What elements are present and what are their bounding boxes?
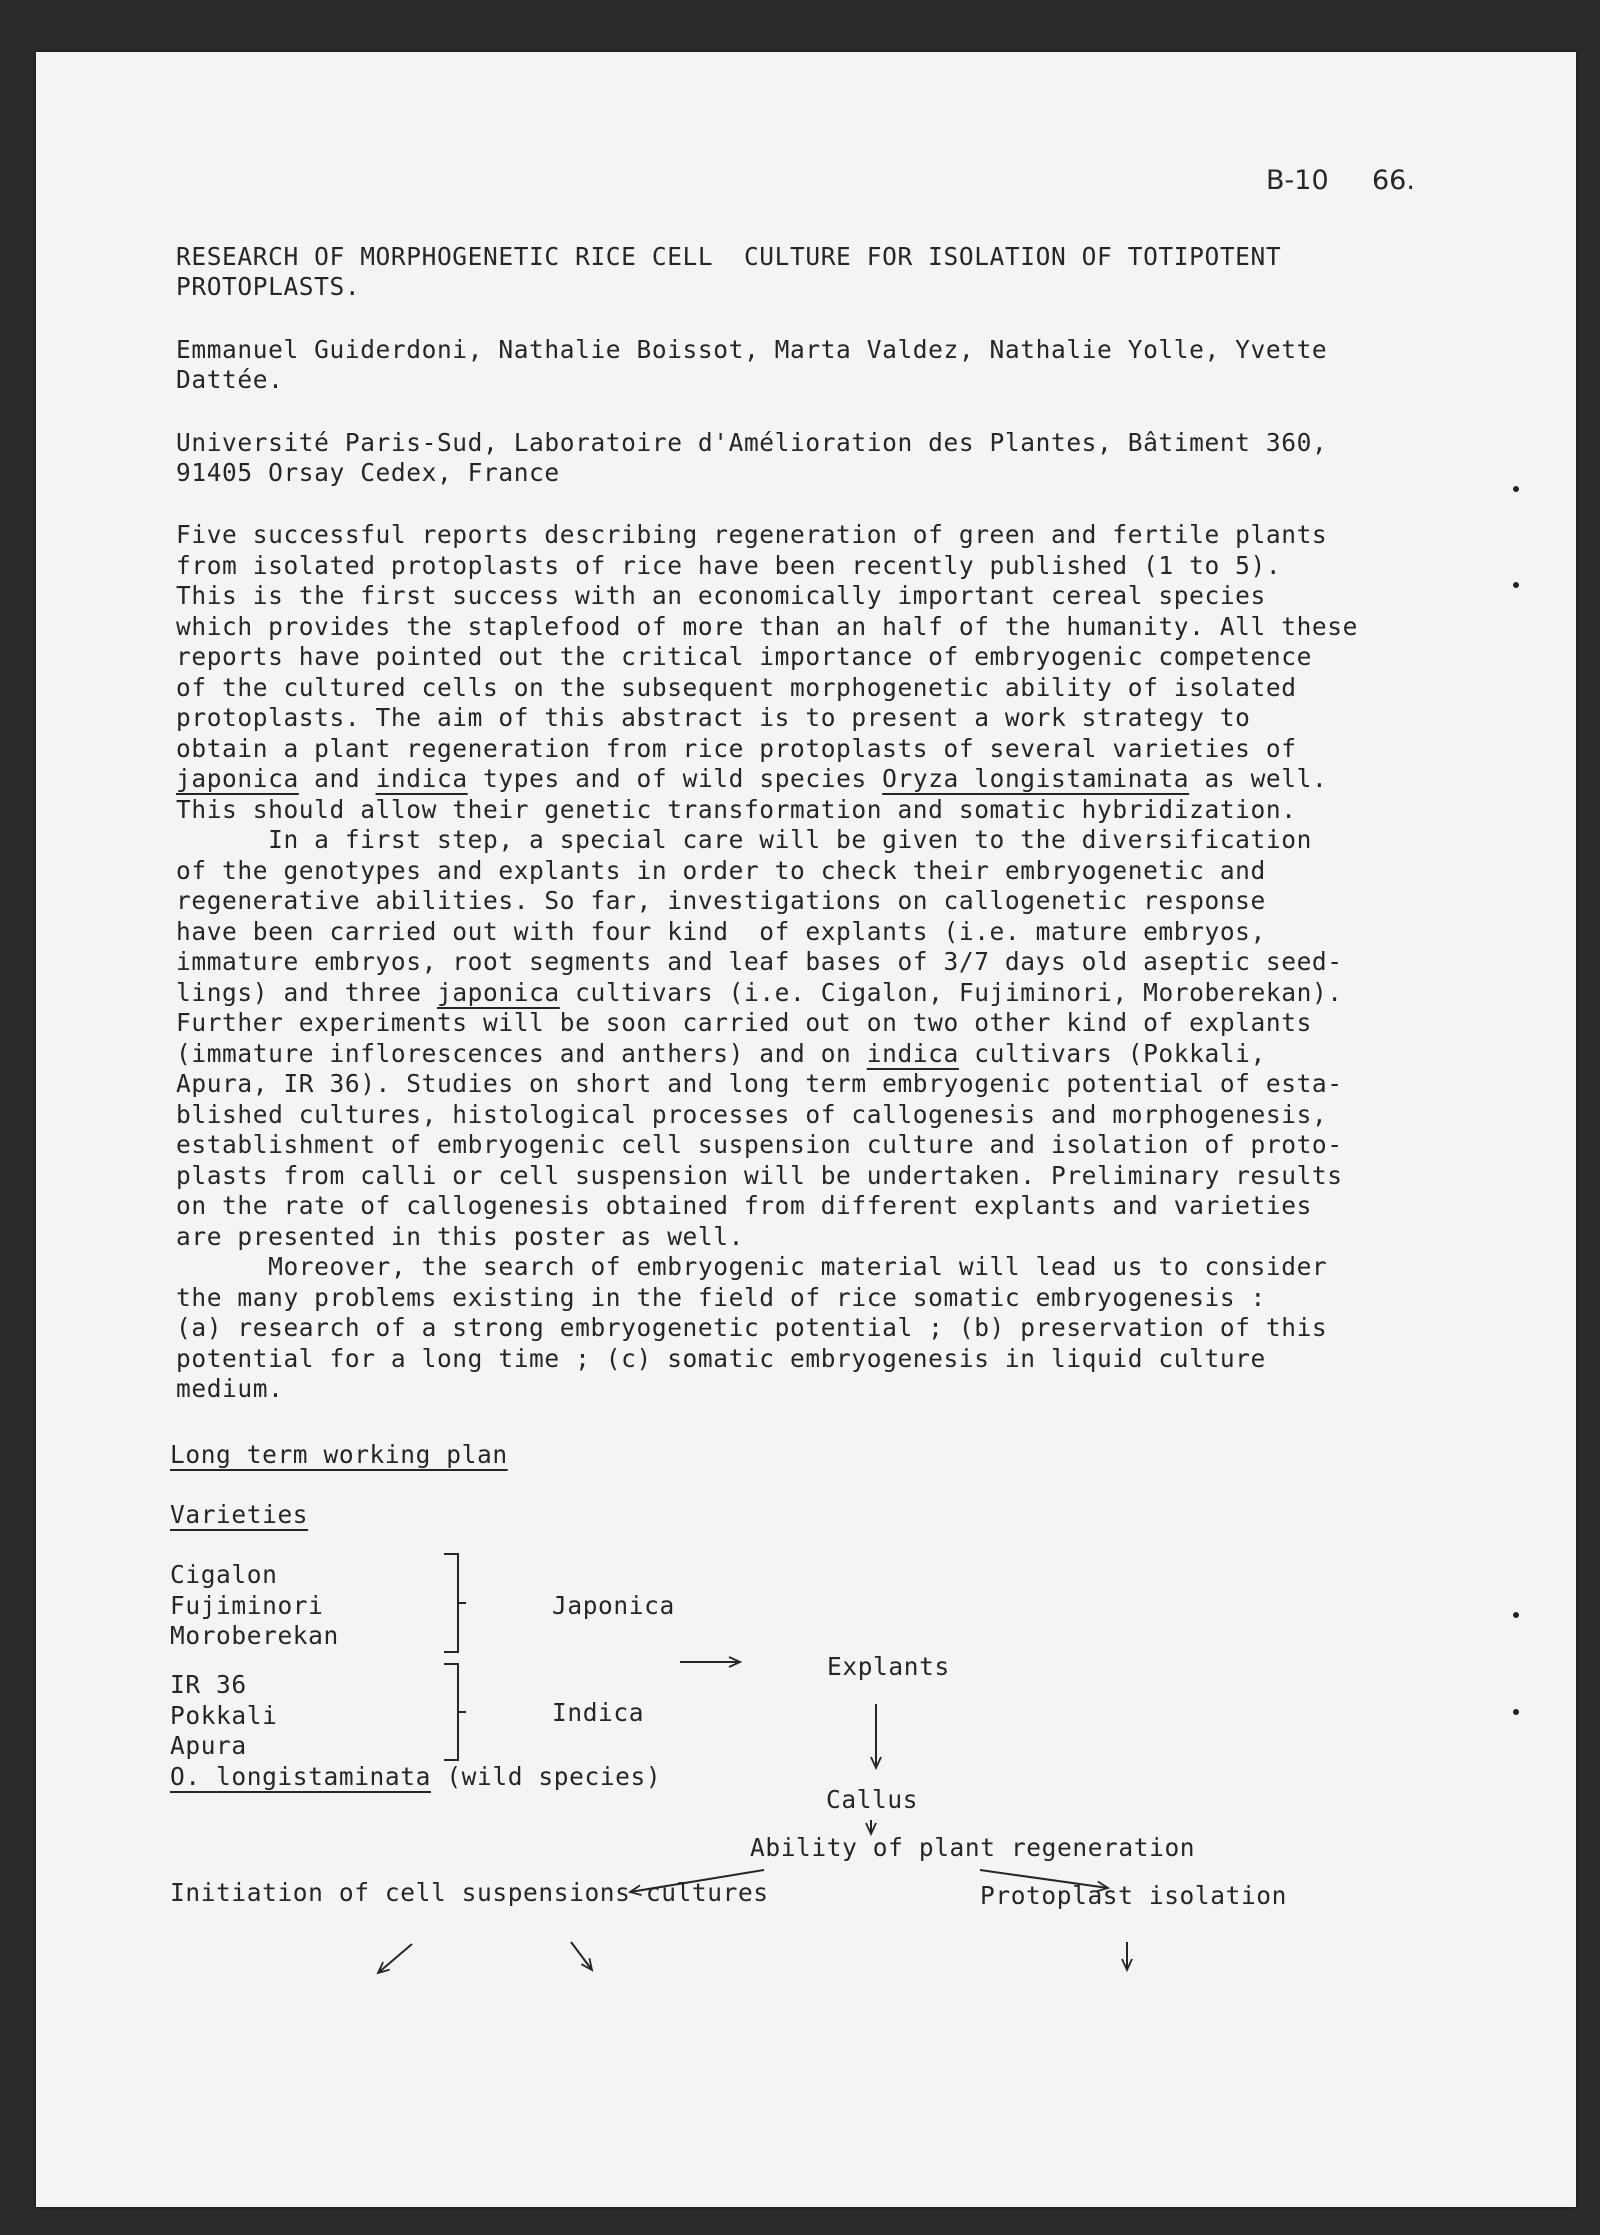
abstract-line: japonica and indica types and of wild species Oryza longistaminata as well. [176,764,1328,793]
abstract-line: regenerative abilities. So far, investigations on callogenetic response [176,886,1266,915]
wild-species: O. longistaminata (wild species) [170,1761,662,1791]
abstract-line: obtain a plant regeneration from rice protoplasts of several varieties of [176,733,1297,763]
abstract-line: on the rate of callogenesis obtained from different explants and varieties [176,1191,1312,1220]
abstract-line: protoplasts. The aim of this abstract is to present a work strategy to [176,703,1251,732]
abstract-line: blished cultures, histological processes of callogenesis and morphogenesis, [176,1099,1328,1129]
abstract-line: are presented in this poster as well. [176,1221,744,1251]
term-oryza-longistaminata: Oryza longistaminata [882,764,1190,793]
diagram-ability: Ability of plant regeneration [750,1833,1196,1862]
abstract-line: (immature inflorescences and anthers) and on indica cultivars (Pokkali, [176,1038,1266,1068]
abstract-line: from isolated protoplasts of rice have been recently published (1 to 5). [176,550,1282,580]
abstract-line: Apura, IR 36). Studies on short and long term embryogenic potential of esta- [176,1069,1343,1098]
margin-mark [1513,1612,1519,1618]
arrow-suspension-left [378,1944,412,1973]
abstract-line: This is the first success with an economically important cereal species [176,581,1266,610]
indica-bracket [444,1664,458,1760]
authors-line-1: Emmanuel Guiderdoni, Nathalie Boissot, Marta Valdez, Nathalie Yolle, Yvette [176,335,1328,364]
variety-moroberekan: Moroberekan [170,1621,339,1650]
working-plan-diagram [36,52,1576,2207]
arrow-to-suspensions [630,1870,764,1892]
variety-ir36: IR 36 [170,1670,247,1699]
term-japonica: japonica [176,764,299,793]
authors-line-2: Dattée. [176,365,284,394]
page-code: B-10 [1266,165,1329,196]
page-number: 66. [1372,165,1415,196]
abstract-line: Further experiments will be soon carried out on two other kind of explants [176,1008,1312,1037]
abstract-line: plasts from calli or cell suspension will be undertaken. Preliminary results [176,1160,1343,1190]
wild-species-name: O. longistaminata [170,1761,431,1791]
arrow-to-protoplast [980,1870,1108,1888]
abstract-line: immature embryos, root segments and leaf bases of 3/7 days old aseptic seed- [176,947,1343,976]
japonica-group-label: Japonica [552,1591,675,1620]
indica-group-label: Indica [552,1698,645,1727]
diagram-callus: Callus [826,1785,919,1814]
variety-cigalon: Cigalon [170,1560,278,1589]
title-line-1: RESEARCH OF MORPHOGENETIC RICE CELL CULTURE FOR ISOLATION OF TOTIPOTENT [176,242,1282,271]
working-plan-heading: Long term working plan [170,1440,508,1469]
diagram-protoplast: Protoplast isolation [980,1881,1288,1910]
margin-mark [1513,486,1519,492]
abstract-line: of the cultured cells on the subsequent morphogenetic ability of isolated [176,672,1297,702]
abstract-line: establishment of embryogenic cell suspension culture and isolation of proto- [176,1130,1343,1159]
margin-mark [1513,582,1519,588]
variety-fujiminori: Fujiminori [170,1590,324,1620]
diagram-suspensions: Initiation of cell suspensions cultures [170,1878,769,1907]
arrow-suspension-right [571,1942,592,1970]
document-page [36,52,1576,2207]
abstract-line: reports have pointed out the critical importance of embryogenic competence [176,642,1312,671]
abstract-line: This should allow their genetic transformation and somatic hybridization. [176,794,1297,824]
affiliation-line-1: Université Paris-Sud, Laboratoire d'Amélioration des Plantes, Bâtiment 360, [176,428,1328,457]
abstract-line: lings) and three japonica cultivars (i.e. Cigalon, Fujiminori, Moroberekan). [176,977,1343,1007]
affiliation-line-2: 91405 Orsay Cedex, France [176,458,560,487]
varieties-heading: Varieties [170,1500,309,1529]
abstract-line: of the genotypes and explants in order to check their embryogenetic and [176,855,1266,885]
variety-pokkali: Pokkali [170,1700,278,1730]
abstract-line: In a first step, a special care will be given to the diversification [176,825,1312,854]
abstract-line: the many problems existing in the field of rice somatic embryogenesis : [176,1282,1266,1312]
diagram-explants: Explants [827,1652,950,1681]
abstract-line: Moreover, the search of embryogenic material will lead us to consider [176,1252,1328,1281]
margin-mark [1513,1709,1519,1715]
variety-apura: Apura [170,1731,247,1760]
term-japonica: japonica [436,977,560,1007]
abstract-line: which provides the staplefood of more than an half of the humanity. All these [176,611,1358,641]
abstract-line: potential for a long time ; (c) somatic embryogenesis in liquid culture [176,1343,1266,1373]
abstract-line: have been carried out with four kind of explants (i.e. mature embryos, [176,916,1266,946]
term-indica: indica [866,1038,959,1068]
abstract-line: (a) research of a strong embryogenetic potential ; (b) preservation of this [176,1313,1328,1342]
abstract-line: medium. [176,1374,284,1403]
japonica-bracket [444,1554,458,1652]
title-line-2: PROTOPLASTS. [176,272,361,301]
term-indica: indica [375,764,468,793]
abstract-line: Five successful reports describing regeneration of green and fertile plants [176,520,1328,549]
